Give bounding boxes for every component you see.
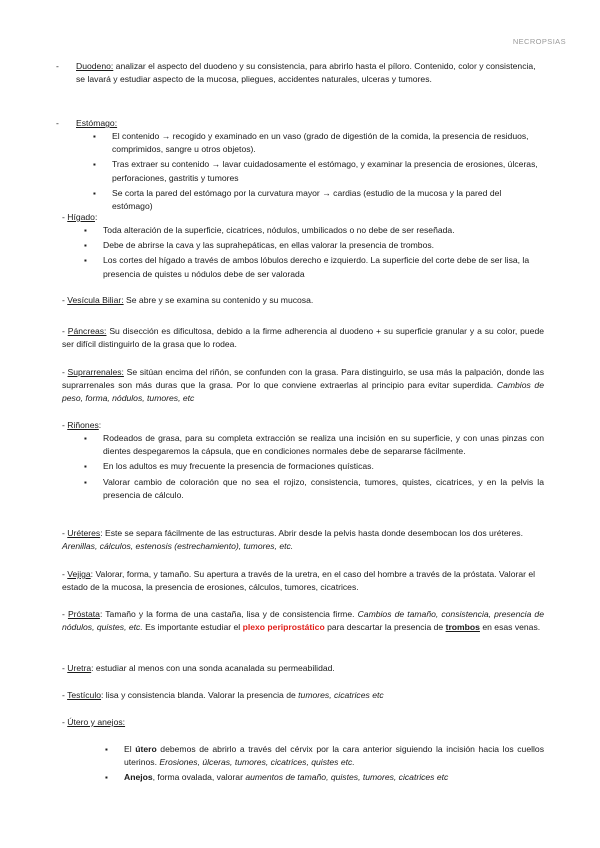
bullet-icon: ▪ bbox=[93, 132, 96, 141]
bullet-icon: ▪ bbox=[93, 188, 96, 198]
list-item: ▪ El útero debemos de abrirlo a través del cérvix por la cara anterior siguiendo la incisión hacia los cuellos uterinos. Erosiones, úlceras, tumores, cicatrices, quistes etc. bbox=[105, 744, 545, 768]
suprarrenales-title: Suprarrenales: bbox=[67, 367, 124, 377]
section-duodeno bbox=[56, 60, 546, 86]
dash-marker: - bbox=[56, 118, 59, 128]
bullet-icon: ▪ bbox=[84, 477, 87, 487]
bullet-icon: ▪ bbox=[105, 773, 108, 783]
list-item: ▪ Valorar cambio de coloración que no sea el rojizo, consistencia, tumores, quistes, cicatrices, y en la pelvis la presencia de cálculo. bbox=[84, 476, 544, 500]
list-item: ▪ Tras extraer su contenido → lavar cuidadosamente el estómago, y examinar la presencia de erosiones, úlceras, perforaciones, gastritis y tumores bbox=[93, 159, 538, 183]
section-prostata: - Próstata: Tamaño y la forma de una castaña, lisa y de consistencia firme. Cambios de tamaño, consistencia, presencia de nódulos, quistes, etc. Es importante estudiar el plexo periprostático para descartar la presencia de trombos en esas venas. bbox=[62, 609, 544, 633]
section-suprarrenales: - Suprarrenales: Se sitúan encima del riñón, se confunden con la grasa. Para distinguirlo, se usa más la palpación, donde las suprarrenales son más duras que la grasa. Por lo que conviene extraerlas al principio para evitar superdida. Cambios de peso, forma, nódulos, tumores, etc bbox=[62, 367, 545, 404]
ureteres-title: Uréteres bbox=[67, 528, 101, 538]
section-vejiga: - Vejiga: Valorar, forma, y tamaño. Su apertura a través de la uretra, en el caso del hombre a través de la próstata. Valorar el estado de la mucosa, la presencia de erosiones, cálculos, tumores, cicatrices. bbox=[62, 569, 536, 593]
bullet-icon: ▪ bbox=[84, 256, 87, 266]
dash-marker: - bbox=[56, 61, 59, 71]
testiculo-title: Testículo bbox=[67, 690, 102, 700]
utero-list bbox=[105, 743, 545, 785]
higado-title: Hígado bbox=[67, 212, 95, 222]
bullet-icon: ▪ bbox=[84, 462, 87, 472]
section-ureteres: - Uréteres: Este se separa fácilmente de las estructuras. Abrir desde la pelvis hasta donde desembocan los dos uréteres. Arenillas, cálculos, estenosis (estrechamiento), tumores, etc. bbox=[62, 528, 523, 552]
estomago-title: Estómago: bbox=[76, 118, 118, 128]
utero-title: Útero y anejos: bbox=[67, 717, 126, 727]
section-uretra: - Uretra: estudiar al menos con una sonda acanalada su permeabilidad. bbox=[62, 663, 335, 673]
list-item: ▪ Se corta la pared del estómago por la curvatura mayor → cardias (estudio de la mucosa y la pared del estómago) bbox=[93, 187, 502, 212]
list-item: ▪ El contenido → recogido y examinado en un vaso (grado de digestión de la comida, la presencia de residuos, comprimidos, sangre u otros objetos). bbox=[93, 131, 529, 155]
section-vesicula: - Vesícula Biliar: Se abre y se examina su contenido y su mucosa. bbox=[62, 295, 314, 305]
section-pancreas: - Páncreas: Su disección es dificultosa, debido a la firme adherencia al duodeno + su superficie granular y a su color, puede ser difícil distinguirlo de la grasa que lo rodea. bbox=[62, 326, 545, 350]
bullet-icon: ▪ bbox=[105, 745, 108, 754]
list-item: ▪ En los adultos es muy frecuente la presencia de formaciones quísticas. bbox=[103, 460, 544, 473]
rinones-list bbox=[84, 432, 544, 502]
duodeno-title: Duodeno: bbox=[76, 61, 114, 71]
estomago-list bbox=[93, 130, 544, 213]
list-item: ▪ Anejos, forma ovalada, valorar aumentos de tamaño, quistes, tumores, cicatrices etc bbox=[124, 771, 544, 784]
bullet-icon: ▪ bbox=[84, 226, 87, 235]
list-item: ▪ Rodeados de grasa, para su completa extracción se realiza una incisión en su superficie, y con unas pinzas con dientes despegaremos la cápsula, que en condiciones normales debe de separarse fácilmente. bbox=[84, 433, 544, 457]
section-higado: - Hígado: bbox=[62, 212, 98, 222]
section-estomago bbox=[56, 117, 546, 130]
higado-list bbox=[84, 224, 544, 281]
uretra-title: Uretra bbox=[67, 663, 92, 673]
pancreas-title: Páncreas: bbox=[67, 326, 107, 336]
bullet-icon: ▪ bbox=[84, 241, 87, 251]
rinones-title: Riñones bbox=[67, 420, 99, 430]
section-rinones: - Riñones: bbox=[62, 420, 102, 430]
highlight-red: plexo periprostático bbox=[242, 622, 325, 633]
section-utero: - Útero y anejos: bbox=[62, 717, 126, 727]
list-item: ▪ Los cortes del hígado a través de ambos lóbulos derecho e izquierdo. La superficie del corte debe de ser lisa, la presencia de quistes u nódulos debe de ser valorada bbox=[84, 255, 530, 279]
prostata-title: Próstata bbox=[67, 609, 100, 619]
vesicula-title: Vesícula Biliar: bbox=[67, 295, 124, 305]
section-testiculo: - Testículo: lisa y consistencia blanda. Valorar la presencia de tumores, cicatrices etc bbox=[62, 690, 384, 700]
list-item: ▪ Toda alteración de la superficie, cicatrices, nódulos, umbilicados o no debe de ser reseñada. bbox=[103, 224, 544, 237]
bullet-icon: ▪ bbox=[84, 434, 87, 443]
page-header: NECROPSIAS bbox=[512, 37, 566, 46]
vejiga-title: Vejiga bbox=[67, 569, 91, 579]
list-item: ▪ Debe de abrirse la cava y las suprahepáticas, en ellas valorar la presencia de trombos. bbox=[103, 239, 544, 252]
bullet-icon: ▪ bbox=[93, 160, 96, 170]
duodeno-text: analizar el aspecto del duodeno y su consistencia, para abrirlo hasta el píloro. Contenido, color y consistencia, se lavará y estudiar aspecto de la mucosa, pliegues, accidentes naturales, ulceras y tumores. bbox=[76, 61, 536, 85]
